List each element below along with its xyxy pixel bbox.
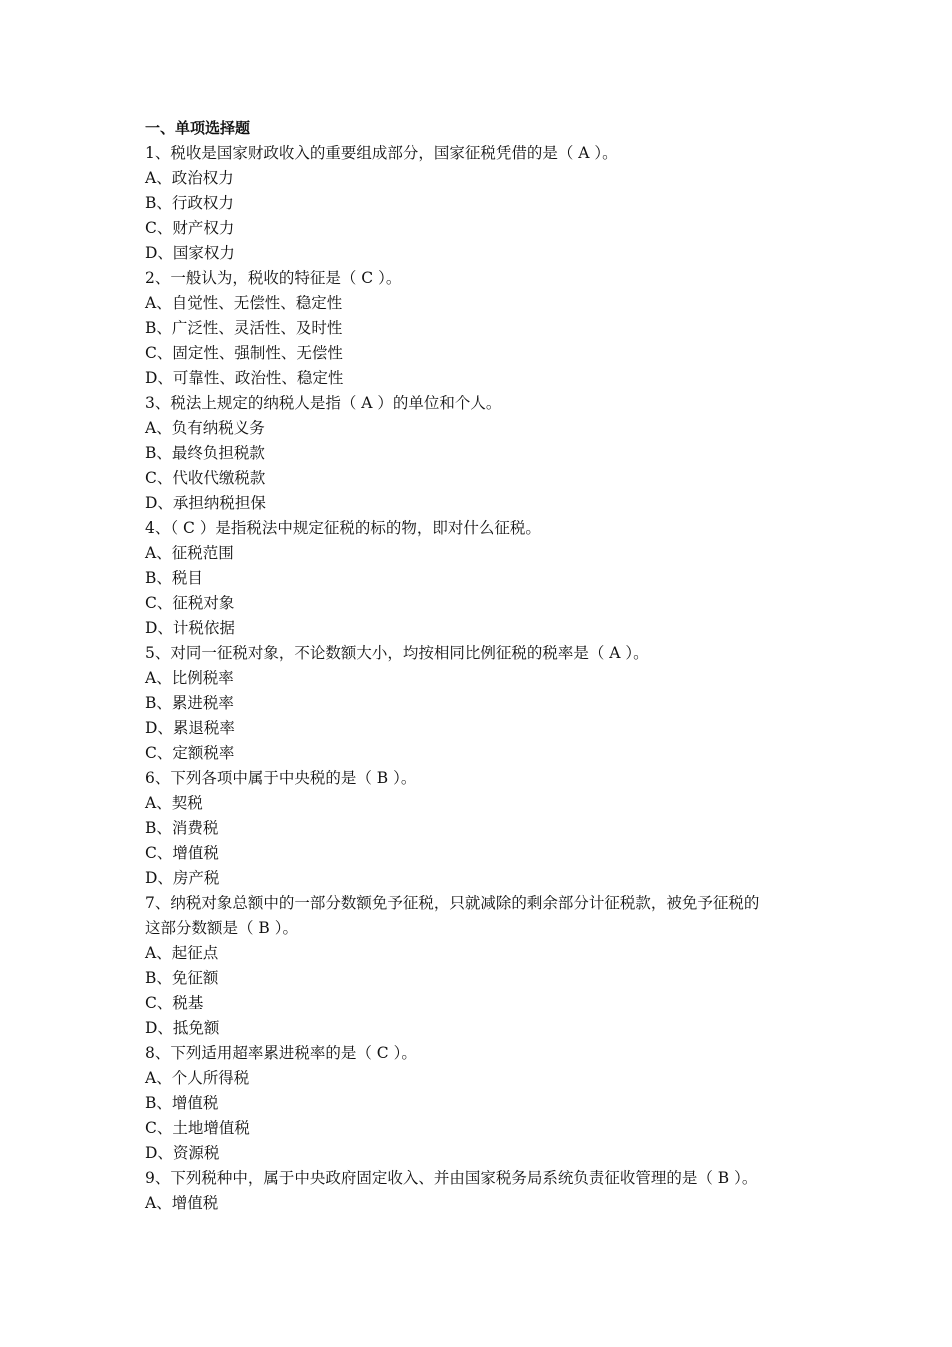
option: C、财产权力 <box>145 219 235 237</box>
section-title: 一、单项选择题 <box>145 119 251 137</box>
question-4: 4、（ C ）是指税法中规定征税的标的物，即对什么征税。 <box>145 519 541 537</box>
question-8: 8、下列适用超率累进税率的是（ C ）。 <box>145 1044 417 1062</box>
option: D、累退税率 <box>145 719 235 737</box>
option: C、土地增值税 <box>145 1119 250 1137</box>
question-9: 9、下列税种中，属于中央政府固定收入、并由国家税务局系统负责征收管理的是（ B ）。 <box>145 1169 758 1187</box>
option: D、计税依据 <box>145 619 235 637</box>
option: C、征税对象 <box>145 594 235 612</box>
option: A、自觉性、无偿性、稳定性 <box>145 294 343 312</box>
question-7-line-2: 这部分数额是（ B ）。 <box>145 919 298 937</box>
option: A、起征点 <box>145 944 219 962</box>
option: A、增值税 <box>145 1194 219 1212</box>
option: D、国家权力 <box>145 244 235 262</box>
option: A、比例税率 <box>145 669 234 687</box>
option: B、累进税率 <box>145 694 234 712</box>
option: C、定额税率 <box>145 744 235 762</box>
document-page <box>145 116 835 1216</box>
option: A、负有纳税义务 <box>145 419 265 437</box>
option: A、政治权力 <box>145 169 234 187</box>
option: C、固定性、强制性、无偿性 <box>145 344 343 362</box>
question-1: 1、税收是国家财政收入的重要组成部分，国家征税凭借的是（ A ）。 <box>145 144 618 162</box>
option: C、代收代缴税款 <box>145 469 266 487</box>
option: A、契税 <box>145 794 203 812</box>
option: D、承担纳税担保 <box>145 494 266 512</box>
question-6: 6、下列各项中属于中央税的是（ B ）。 <box>145 769 417 787</box>
question-3: 3、税法上规定的纳税人是指（ A ）的单位和个人。 <box>145 394 502 412</box>
option: B、最终负担税款 <box>145 444 265 462</box>
option: B、广泛性、灵活性、及时性 <box>145 319 343 337</box>
option: D、可靠性、政治性、稳定性 <box>145 369 344 387</box>
question-7-line-1: 7、纳税对象总额中的一部分数额免予征税，只就减除的剩余部分计征税款，被免予征税的 <box>145 894 760 912</box>
option: B、消费税 <box>145 819 219 837</box>
option: C、税基 <box>145 994 204 1012</box>
question-2: 2、一般认为，税收的特征是（ C ）。 <box>145 269 402 287</box>
option: B、增值税 <box>145 1094 219 1112</box>
question-5: 5、对同一征税对象，不论数额大小，均按相同比例征税的税率是（ A ）。 <box>145 644 649 662</box>
option: A、征税范围 <box>145 544 234 562</box>
option: B、税目 <box>145 569 203 587</box>
option: B、免征额 <box>145 969 219 987</box>
option: D、资源税 <box>145 1144 220 1162</box>
option: D、房产税 <box>145 869 220 887</box>
option: D、抵免额 <box>145 1019 220 1037</box>
option: B、行政权力 <box>145 194 234 212</box>
option: A、个人所得税 <box>145 1069 250 1087</box>
option: C、增值税 <box>145 844 219 862</box>
